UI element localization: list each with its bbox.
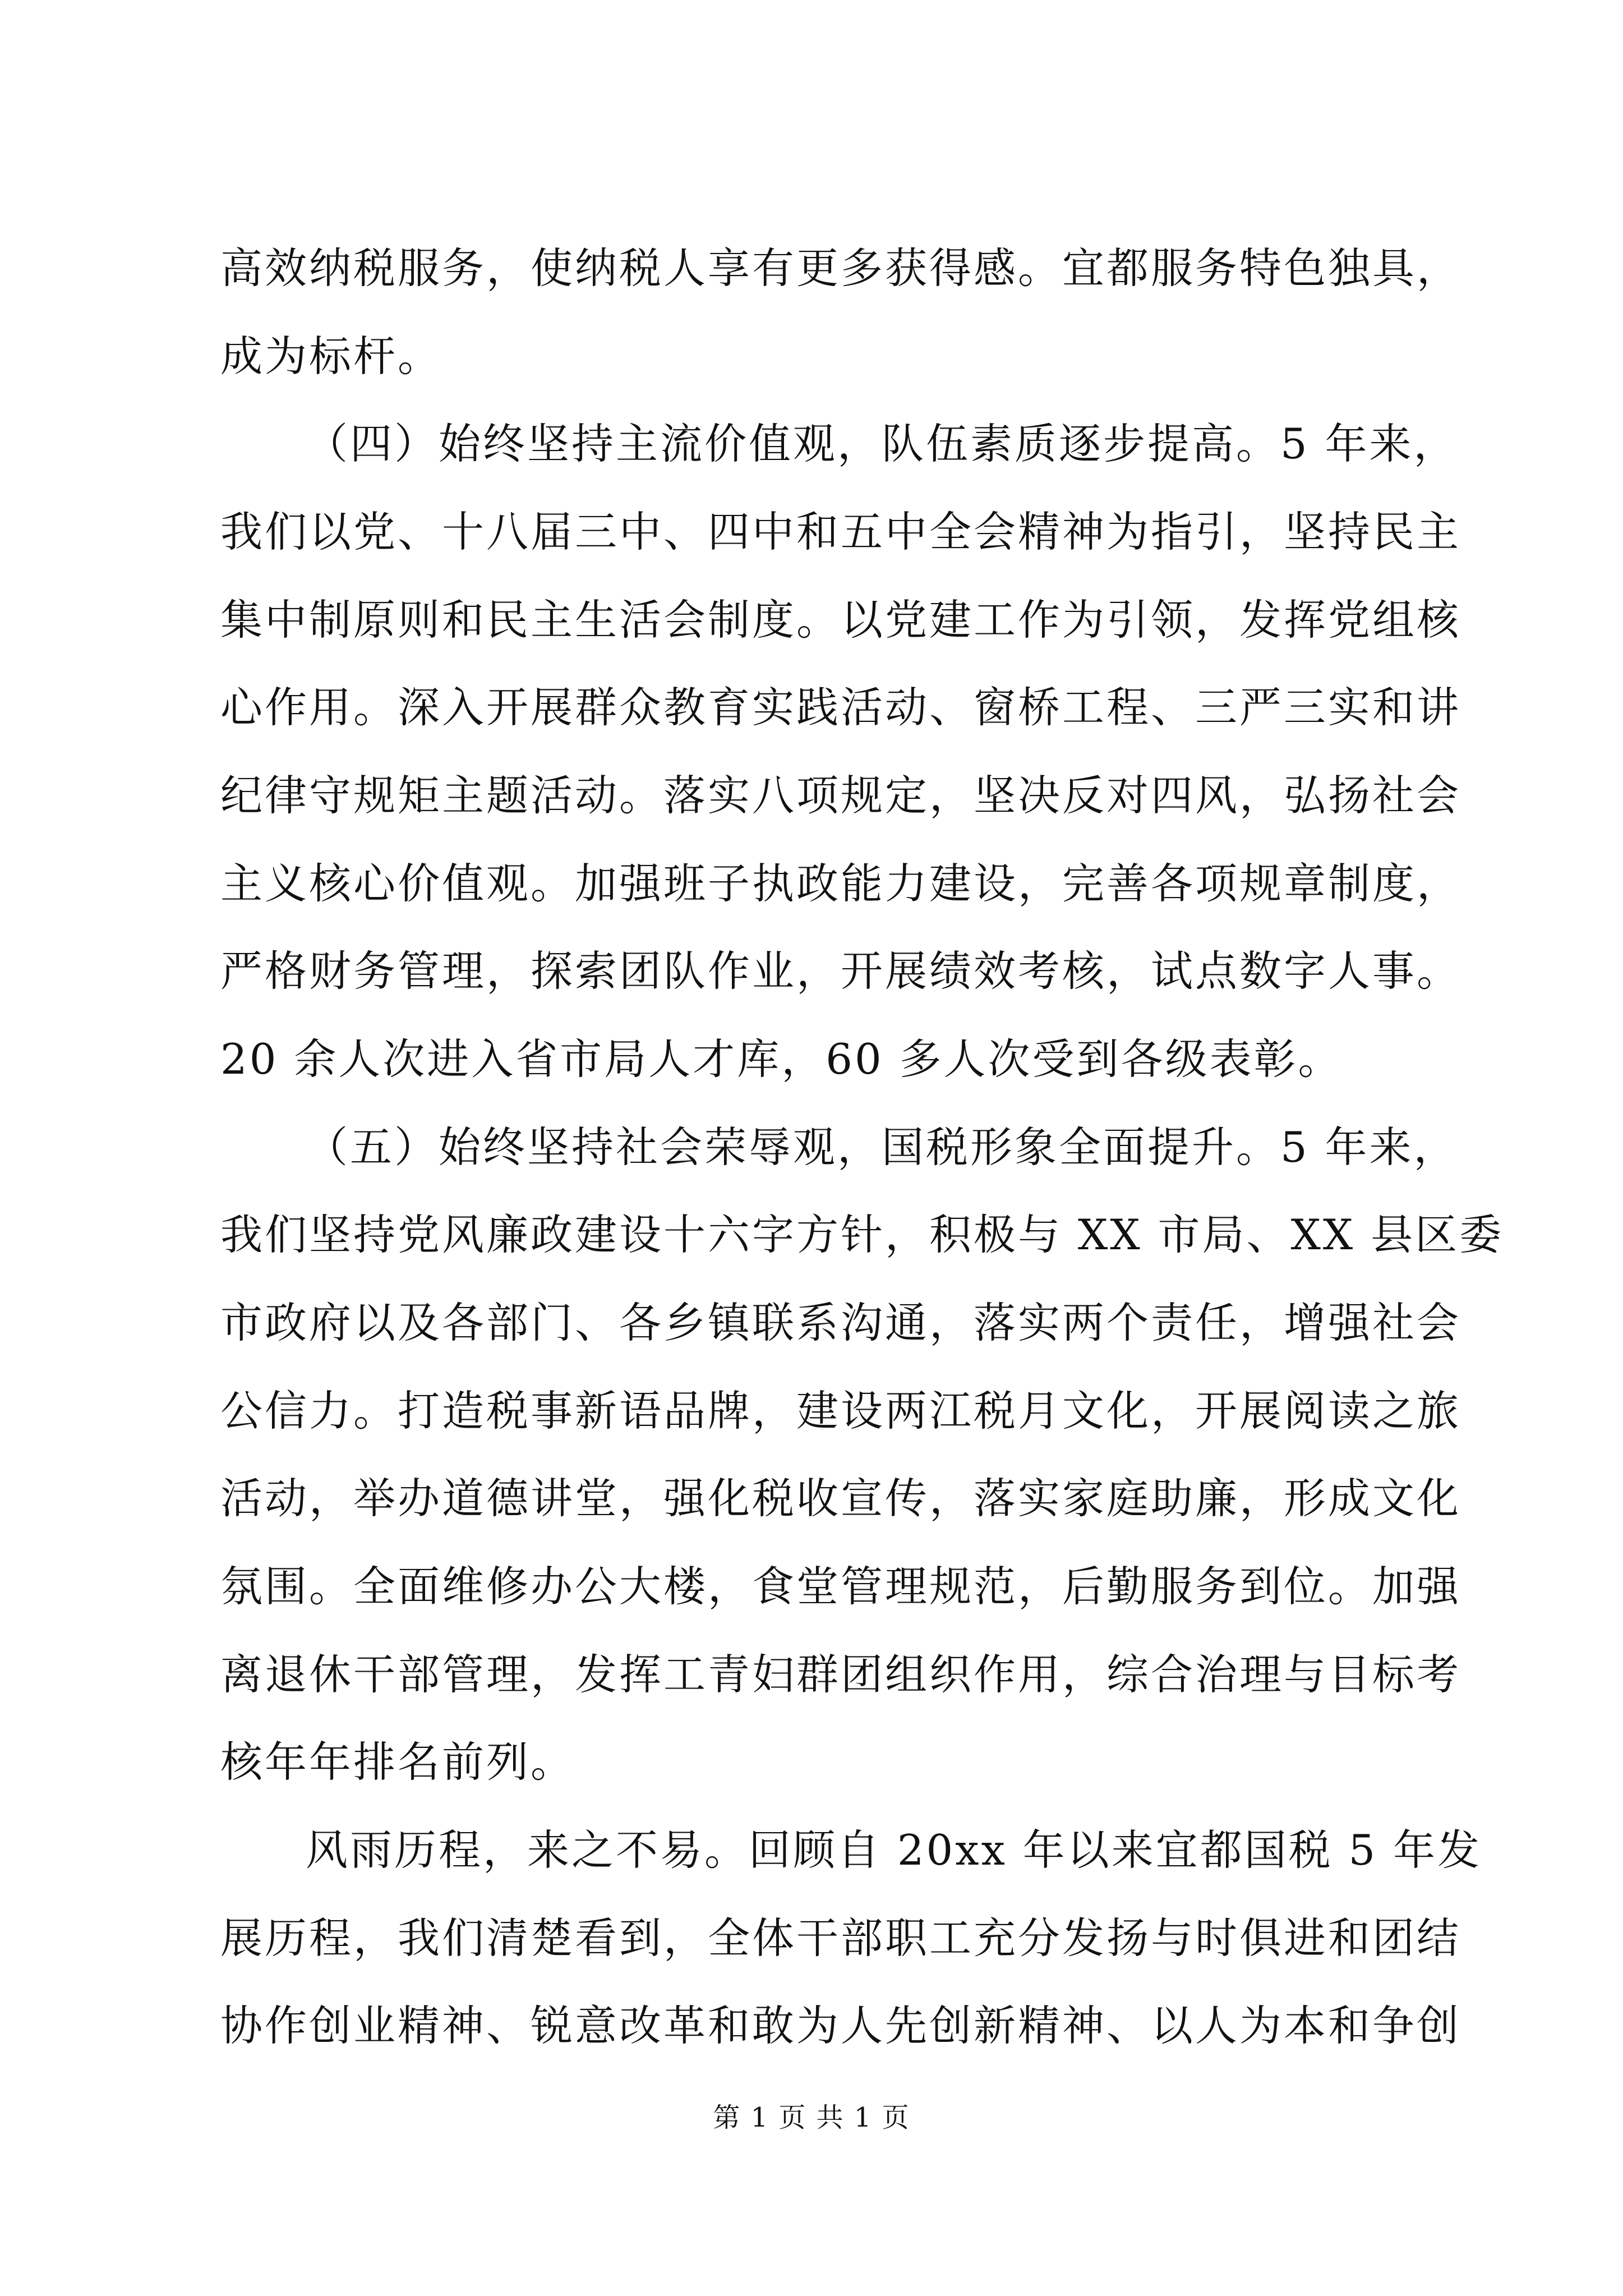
body-line: 核年年排名前列。 bbox=[220, 1737, 575, 1787]
body-line: 纪律守规矩主题活动。落实八项规定，坚决反对四风，弘扬社会 bbox=[220, 771, 1461, 820]
body-line: 主义核心价值观。加强班子执政能力建设，完善各项规章制度， bbox=[220, 859, 1461, 908]
body-line: 严格财务管理，探索团队作业，开展绩效考核，试点数字人事。 bbox=[220, 946, 1461, 996]
body-line: 20 余人次进入省市局人才库，60 多人次受到各级表彰。 bbox=[220, 1034, 1343, 1084]
body-line: 协作创业精神、锐意改革和敢为人先创新精神、以人为本和争创 bbox=[220, 2001, 1461, 2050]
body-line: 市政府以及各部门、各乡镇联系沟通，落实两个责任，增强社会 bbox=[220, 1298, 1461, 1347]
body-line: 活动，举办道德讲堂，强化税收宣传，落实家庭助廉，形成文化 bbox=[220, 1474, 1461, 1523]
paragraph-start-line: 风雨历程，来之不易。回顾自 20xx 年以来宜都国税 5 年发 bbox=[306, 1825, 1482, 1875]
paragraph-start-line: （五）始终坚持社会荣辱观，国税形象全面提升。5 年来， bbox=[306, 1122, 1458, 1172]
page-footer: 第 1 页 共 1 页 bbox=[713, 2102, 910, 2133]
body-line: 我们坚持党风廉政建设十六字方针，积极与 XX 市局、XX 县区委 bbox=[220, 1210, 1504, 1259]
body-line: 集中制原则和民主生活会制度。以党建工作为引领，发挥党组核 bbox=[220, 595, 1461, 645]
body-line: 氛围。全面维修办公大楼，食堂管理规范，后勤服务到位。加强 bbox=[220, 1562, 1461, 1611]
body-line: 展历程，我们清楚看到，全体干部职工充分发扬与时俱进和团结 bbox=[220, 1913, 1461, 1963]
paragraph-start-line: （四）始终坚持主流价值观，队伍素质逐步提高。5 年来， bbox=[306, 419, 1458, 468]
body-line: 离退休干部管理，发挥工青妇群团组织作用，综合治理与目标考 bbox=[220, 1650, 1461, 1699]
body-line: 公信力。打造税事新语品牌，建设两江税月文化，开展阅读之旅 bbox=[220, 1386, 1461, 1435]
body-line: 成为标杆。 bbox=[220, 332, 442, 381]
body-line: 我们以党、十八届三中、四中和五中全会精神为指引，坚持民主 bbox=[220, 507, 1461, 556]
body-line: 高效纳税服务，使纳税人享有更多获得感。宜都服务特色独具， bbox=[220, 243, 1461, 293]
body-line: 心作用。深入开展群众教育实践活动、窗桥工程、三严三实和讲 bbox=[220, 683, 1461, 732]
